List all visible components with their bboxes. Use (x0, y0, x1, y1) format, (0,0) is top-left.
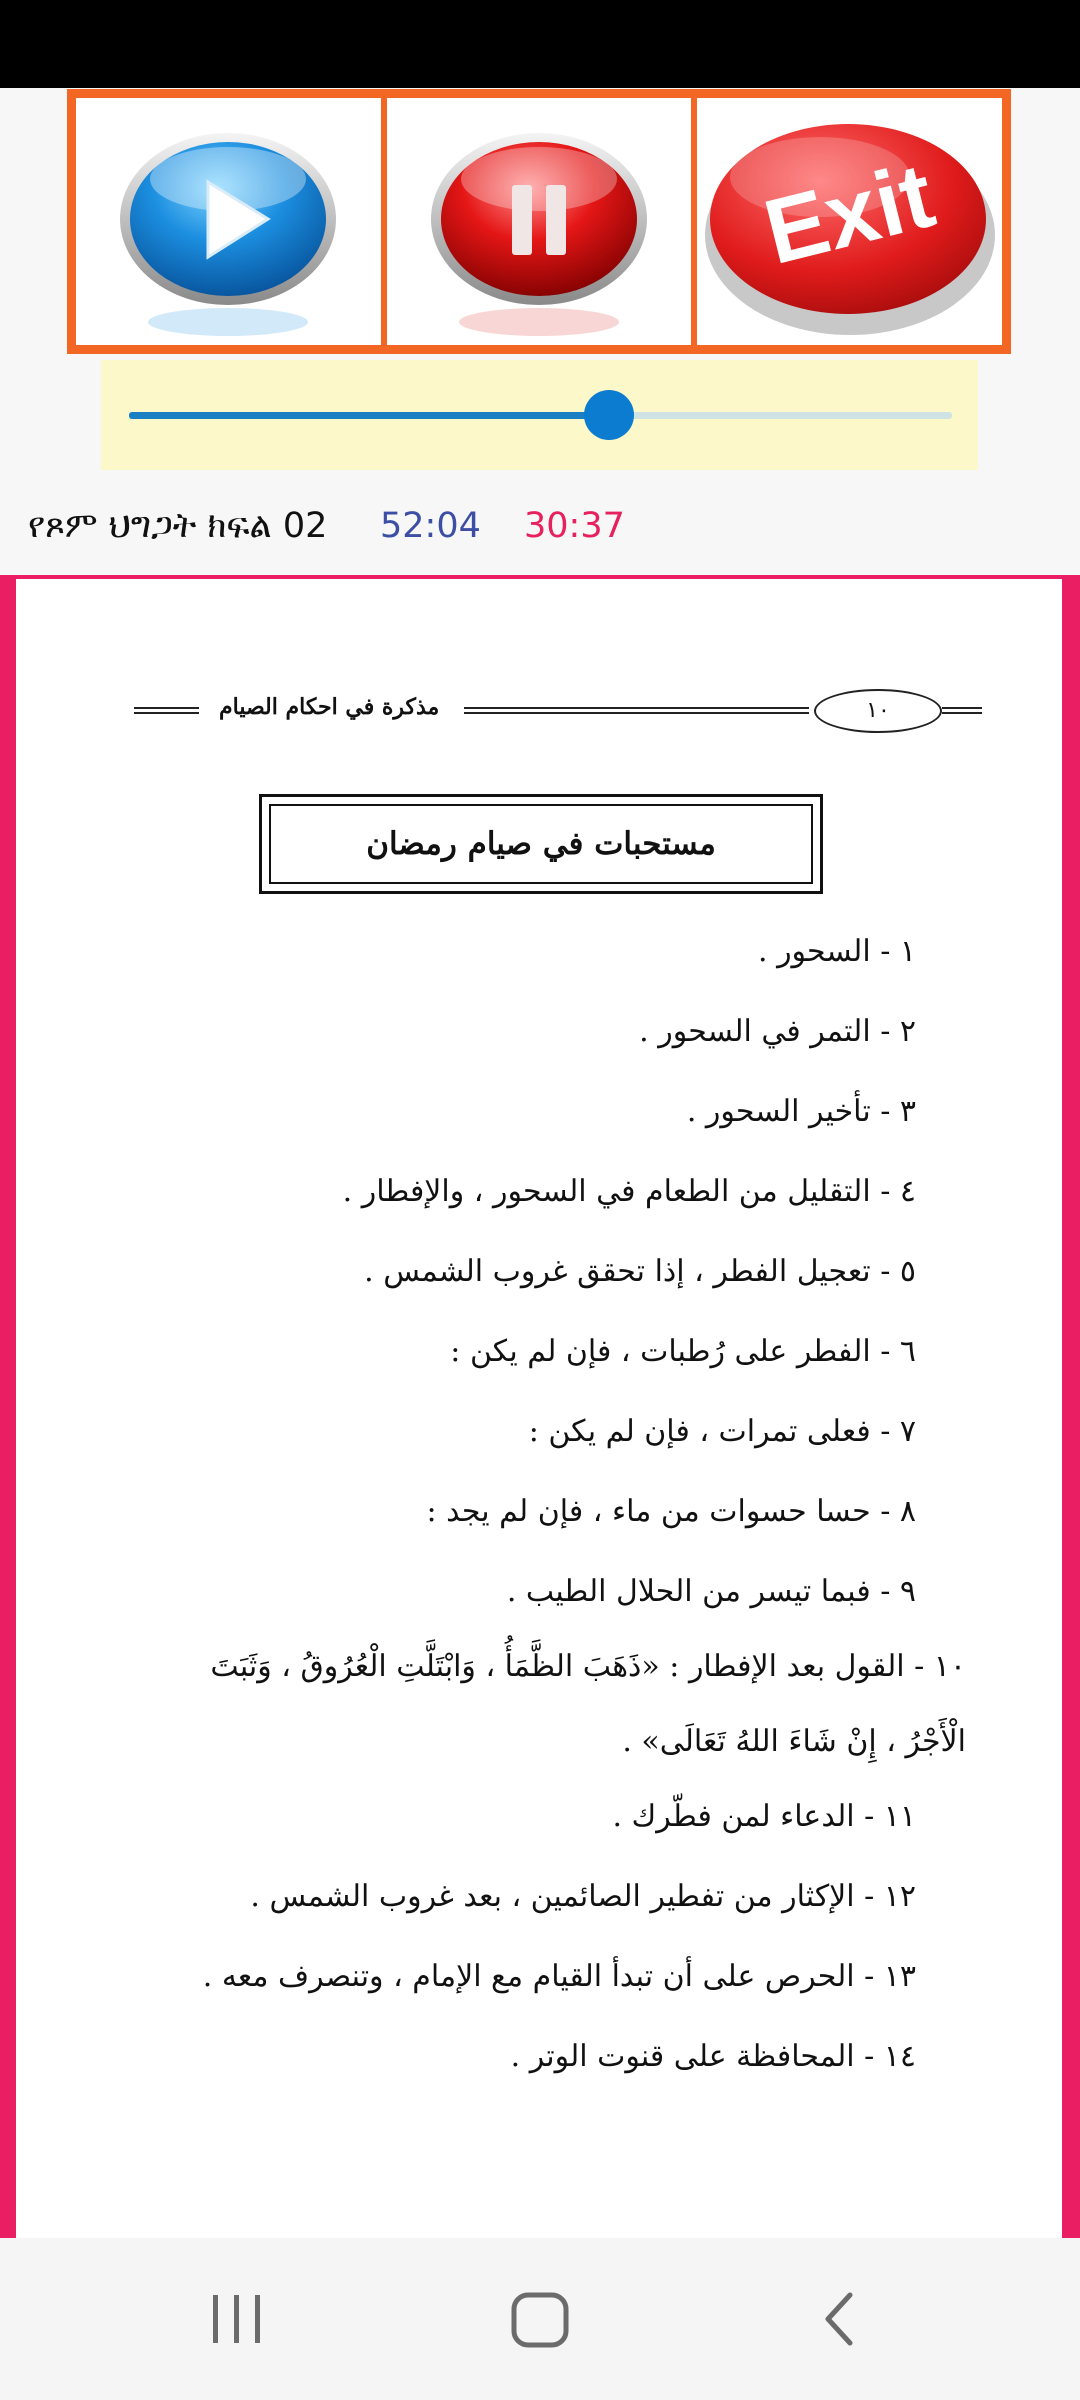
play-button[interactable] (76, 98, 381, 345)
list-item: ٢ - التمر في السحور . (639, 1014, 916, 1049)
page-number: ١٠ (814, 689, 942, 733)
list-item: ١٣ - الحرص على أن تبدأ القيام مع الإمام ، وتنصرف معه . (202, 1959, 916, 1994)
page-header (134, 689, 964, 749)
list-item: ٣ - تأخير السحور . (686, 1094, 916, 1129)
pause-icon (414, 107, 664, 337)
list-item: ٤ - التقليل من الطعام في السحور ، والإفطار . (342, 1174, 916, 1209)
list-item: ١ - السحور . (758, 934, 916, 969)
exit-label: Exit (754, 143, 944, 284)
recents-button[interactable] (137, 2238, 337, 2400)
seek-thumb[interactable] (584, 390, 634, 440)
track-title: የጾም ህግጋት ክፍል 02 (28, 506, 328, 546)
pause-button[interactable] (387, 98, 692, 345)
seek-progress (129, 412, 609, 419)
list-item: ١٠ - القول بعد الإفطار : «ذَهَبَ الظَّمَأُ ، وَابْتَلَّتِ الْعُرُوقُ ، وَثَبَتَ (210, 1649, 966, 1684)
section-title: مستحبات في صيام رمضان (269, 804, 813, 884)
list-item: ١١ - الدعاء لمن فطّرك . (612, 1799, 916, 1834)
seek-panel (101, 360, 978, 470)
list-item: ٦ - الفطر على رُطبات ، فإن لم يكن : (450, 1334, 916, 1369)
header-rule (942, 707, 982, 714)
list-item: ١٢ - الإكثار من تفطير الصائمين ، بعد غروب الشمس . (250, 1879, 916, 1914)
document-page[interactable] (16, 579, 1062, 2238)
header-rule (134, 707, 199, 714)
header-title: مذكرة في احكام الصيام (219, 694, 440, 720)
header-rule (464, 707, 809, 714)
current-time: 30:37 (524, 506, 625, 546)
seek-bar[interactable] (129, 412, 952, 419)
list-item: ٥ - تعجيل الفطر ، إذا تحقق غروب الشمس . (364, 1254, 916, 1289)
document-frame (0, 575, 1080, 2238)
back-button[interactable] (740, 2238, 940, 2400)
exit-icon (700, 98, 1000, 345)
home-icon (508, 2287, 572, 2351)
status-bar (0, 0, 1080, 88)
home-button[interactable] (440, 2238, 640, 2400)
play-icon (103, 107, 353, 337)
list-item: ٨ - حسا حسوات من ماء ، فإن لم يجد : (426, 1494, 916, 1529)
list-item: ١٤ - المحافظة على قنوت الوتر . (510, 2039, 916, 2074)
section-title-box (259, 794, 823, 894)
list-item: ٩ - فبما تيسر من الحلال الطيب . (506, 1574, 916, 1609)
list-item-continuation: الْأَجْرُ ، إِنْ شَاءَ اللهُ تَعَالَى» . (622, 1724, 966, 1759)
list-item: ٧ - فعلى تمرات ، فإن لم يكن : (528, 1414, 916, 1449)
back-icon (810, 2289, 870, 2349)
exit-button[interactable] (697, 98, 1002, 345)
total-time: 52:04 (380, 506, 481, 546)
navigation-bar (0, 2238, 1080, 2400)
track-info (0, 490, 1080, 562)
recents-icon (207, 2289, 267, 2349)
player-controls (67, 89, 1011, 354)
